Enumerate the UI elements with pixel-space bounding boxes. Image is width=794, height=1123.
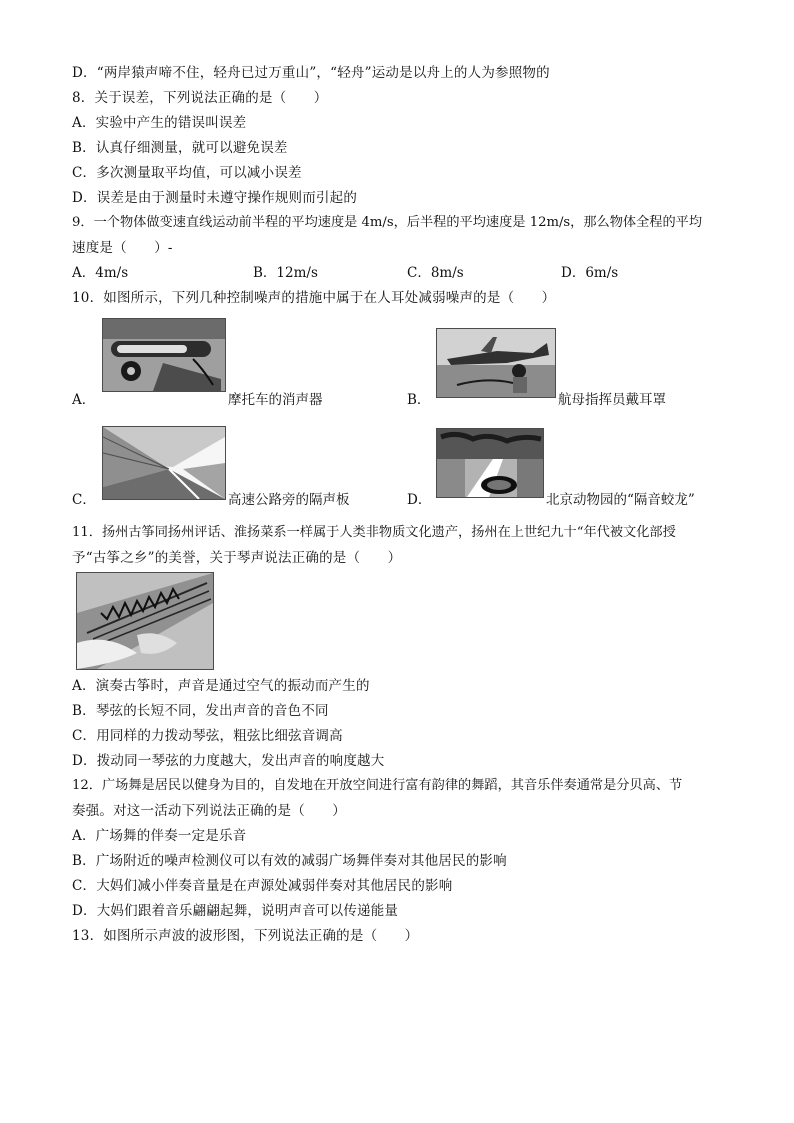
- q12-option-b: B．广场附近的噪声检测仪可以有效的减弱广场舞伴奏对其他居民的影响: [72, 853, 507, 869]
- q8-option-b: B．认真仔细测量，就可以避免误差: [72, 140, 288, 156]
- carrier-crew-earmuffs-photo: [436, 328, 556, 398]
- q12-option-d: D．大妈们跟着音乐翩翩起舞，说明声音可以传递能量: [72, 903, 399, 919]
- q10-option-b-label: B．: [407, 392, 431, 408]
- q8-stem: 8．关于误差，下列说法正确的是（ ）: [72, 90, 328, 106]
- zoo-sound-tunnel-photo: [436, 428, 544, 498]
- q12-option-c: C．大妈们减小伴奏音量是在声源处减弱伴奏对其他居民的影响: [72, 878, 453, 894]
- q9-option-c: C．8m/s: [407, 265, 464, 281]
- q10-option-c-caption: 高速公路旁的隔声板: [228, 492, 350, 508]
- q12-option-a: A．广场舞的伴奏一定是乐音: [72, 828, 247, 844]
- q9-stem-line2: 速度是（ ）-: [72, 240, 173, 256]
- highway-sound-barrier-photo: [102, 426, 226, 500]
- q10-option-a-caption: 摩托车的消声器: [228, 392, 323, 408]
- q10-stem: 10．如图所示，下列几种控制噪声的措施中属于在人耳处减弱噪声的是（ ）: [72, 290, 556, 306]
- q10-option-c-label: C．: [72, 492, 96, 508]
- q8-option-c: C．多次测量取平均值，可以减小误差: [72, 165, 302, 181]
- guzheng-photo: [76, 572, 214, 670]
- q10-option-d-caption: 北京动物园的“隔音蛟龙”: [546, 492, 695, 508]
- q11-stem-line2: 予“古筝之乡”的美誉，关于琴声说法正确的是（ ）: [72, 550, 402, 566]
- q12-stem-line1: 12．广场舞是居民以健身为目的，自发地在开放空间进行富有韵律的舞蹈，其音乐伴奏通常是分贝高、节: [72, 778, 683, 793]
- q10-option-d-label: D．: [407, 492, 432, 508]
- q11-option-c: C．用同样的力拨动琴弦，粗弦比细弦音调高: [72, 728, 343, 744]
- q7-option-d: D．“两岸猿声啼不住，轻舟已过万重山”，“轻舟”运动是以舟上的人为参照物的: [72, 65, 550, 81]
- q12-stem-line2: 奏强。对这一活动下列说法正确的是（ ）: [72, 803, 346, 819]
- q13-stem: 13．如图所示声波的波形图，下列说法正确的是（ ）: [72, 928, 419, 944]
- q11-stem-line1: 11．扬州古筝同扬州评话、淮扬菜系一样属于人类非物质文化遗产，扬州在上世纪九十“年代被文化部授: [72, 525, 676, 540]
- q11-option-b: B．琴弦的长短不同，发出声音的音色不同: [72, 703, 329, 719]
- motorcycle-muffler-photo: [102, 318, 226, 392]
- q9-option-b: B．12m/s: [253, 265, 318, 281]
- q9-stem-line1: 9．一个物体做变速直线运动前半程的平均速度是 4m/s，后半程的平均速度是 12m/s，那么物体全程的平均: [72, 215, 703, 230]
- q11-option-a: A．演奏古筝时，声音是通过空气的振动而产生的: [72, 678, 370, 694]
- q8-option-d: D．误差是由于测量时未遵守操作规则而引起的: [72, 190, 358, 206]
- q9-option-d: D．6m/s: [561, 265, 619, 281]
- q8-option-a: A．实验中产生的错误叫误差: [72, 115, 247, 131]
- q9-option-a: A．4m/s: [72, 265, 129, 281]
- q10-option-b-caption: 航母指挥员戴耳罩: [558, 392, 666, 408]
- q11-option-d: D．拨动同一琴弦的力度越大，发出声音的响度越大: [72, 753, 385, 769]
- q10-option-a-label: A．: [72, 392, 96, 408]
